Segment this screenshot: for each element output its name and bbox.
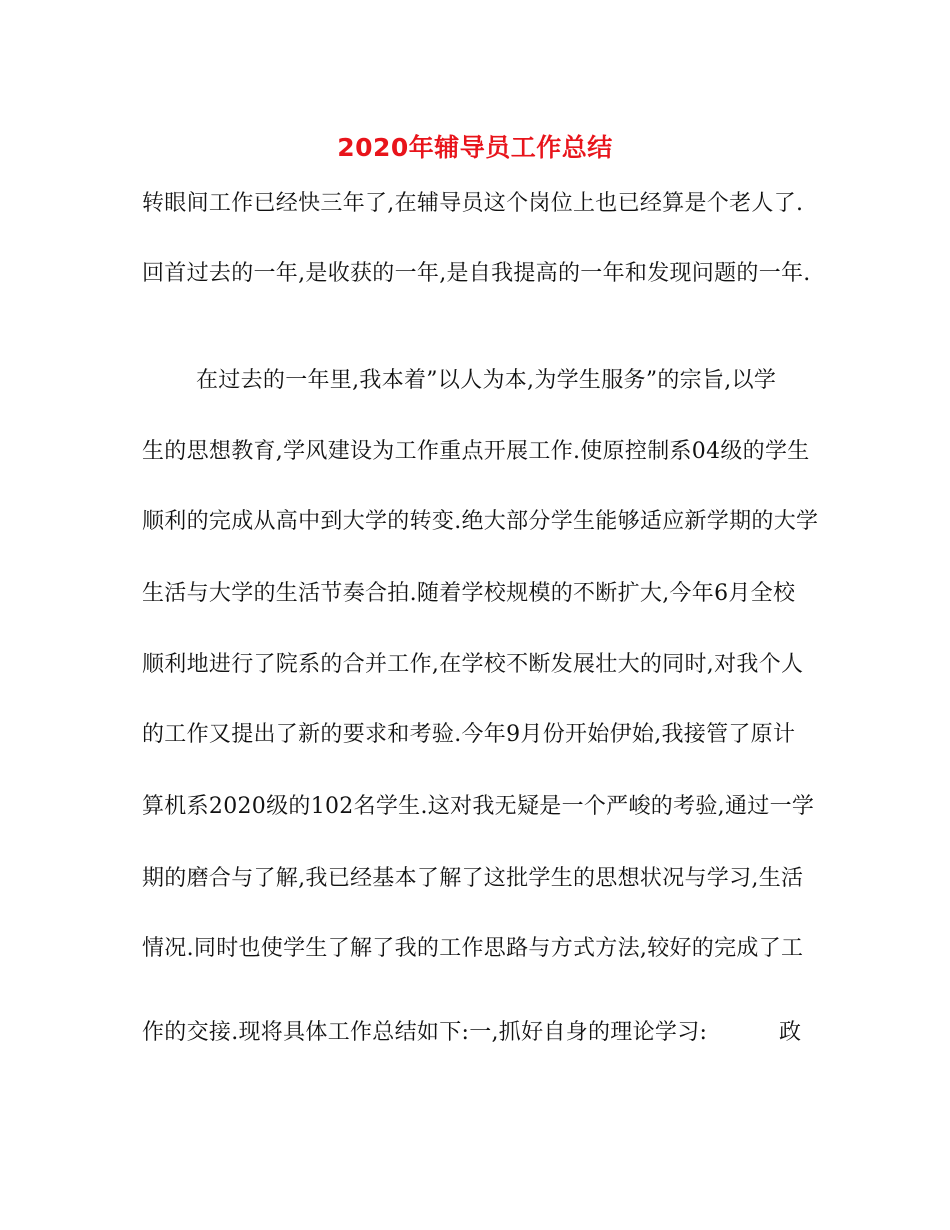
- text-line: 顺利的完成从高中到大学的转变.绝大部分学生能够适应新学期的大学: [142, 509, 819, 534]
- trailing-word: 政: [779, 1020, 802, 1045]
- text-line: 的工作又提出了新的要求和考验.今年9月份开始伊始,我接管了原计: [142, 722, 796, 747]
- text-line: 算机系2020级的102名学生.这对我无疑是一个严峻的考验,通过一学: [142, 794, 815, 819]
- text-line: 情况.同时也使学生了解了我的工作思路与方式方法,较好的完成了工: [142, 936, 804, 961]
- text-line: 转眼间工作已经快三年了,在辅导员这个岗位上也已经算是个老人了.: [142, 191, 804, 216]
- text-line: 顺利地进行了院系的合并工作,在学校不断发展壮大的同时,对我个人: [142, 652, 804, 677]
- text-line: 在过去的一年里,我本着”以人为本,为学生服务”的宗旨,以学: [196, 368, 777, 393]
- text-line: 作的交接.现将具体工作总结如下:一,抓好自身的理论学习:: [142, 1020, 708, 1045]
- text-line: 生的思想教育,学风建设为工作重点开展工作.使原控制系04级的学生: [142, 439, 810, 464]
- text-line: 期的磨合与了解,我已经基本了解了这批学生的思想状况与学习,生活: [142, 866, 804, 891]
- document-title: 2020年辅导员工作总结: [337, 133, 613, 162]
- text-line: 回首过去的一年,是收获的一年,是自我提高的一年和发现问题的一年.: [142, 261, 811, 286]
- text-line: 生活与大学的生活节奏合拍.随着学校规模的不断扩大,今年6月全校: [142, 581, 796, 606]
